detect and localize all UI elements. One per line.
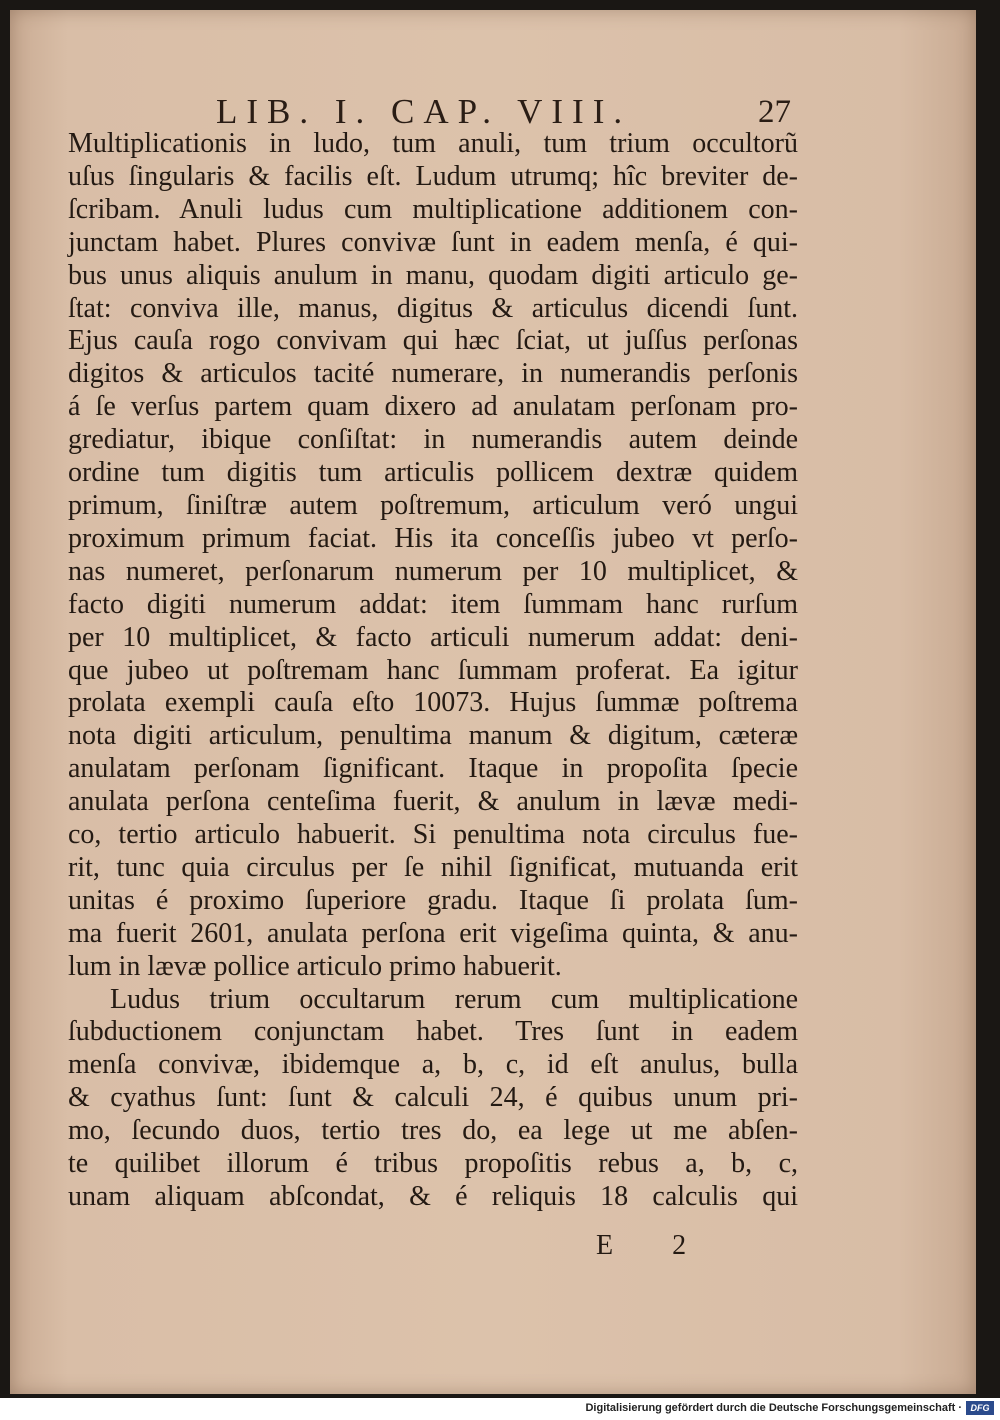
- text-line: rit, tunc quia circulus per ſe nihil ſignificat, mutuanda erit: [68, 851, 798, 883]
- text-line: ma fuerit 2601, anulata perſona erit vigeſima quinta, & anu-: [68, 917, 798, 949]
- text-line: ſubductionem conjunctam habet. Tres ſunt in eadem: [68, 1016, 798, 1048]
- paragraph-2: [68, 984, 798, 1214]
- text-line: ſtat: conviva ille, manus, digitus & articulus dicendi ſunt.: [68, 292, 798, 324]
- text-line: junctam habet. Plures convivæ ſunt in eadem menſa, é qui-: [68, 226, 798, 258]
- text-line: que jubeo ut poſtremam hanc ſummam proferat. Ea igitur: [68, 654, 798, 686]
- text-line: mo, ſecundo duos, tertio tres do, ea lege ut me abſen-: [68, 1115, 798, 1147]
- text-line: te quilibet illorum é tribus propoſitis rebus a, b, c,: [68, 1148, 798, 1180]
- footer-bar: [0, 1398, 1000, 1420]
- body-text: [68, 128, 798, 1214]
- text-line: per 10 multiplicet, & facto articuli numerum addat: deni-: [68, 621, 798, 653]
- text-line: prolata exempli cauſa eſto 10073. Hujus ſummæ poſtrema: [68, 687, 798, 719]
- text-line: co, tertio articulo habuerit. Si penultima nota circulus fue-: [68, 819, 798, 851]
- text-line: uſus ſingularis & facilis eſt. Ludum utrumq; hîc breviter de-: [68, 160, 798, 192]
- text-line: ſcribam. Anuli ludus cum multiplicatione additionem con-: [68, 193, 798, 225]
- text-line: unitas é proximo ſuperiore gradu. Itaque ſi prolata ſum-: [68, 884, 798, 916]
- text-line: bus unus aliquis anulum in manu, quodam digiti articulo ge-: [68, 259, 798, 291]
- text-line: menſa convivæ, ibidemque a, b, c, id eſt anulus, bulla: [68, 1049, 798, 1081]
- text-line: ordine tum digitis tum articulis pollicem dextræ quidem: [68, 457, 798, 489]
- book-page: [10, 10, 976, 1394]
- dfg-logo-icon: DFG: [966, 1401, 994, 1415]
- text-line: á ſe verſus partem quam dixero ad anulatam perſonam pro-: [68, 391, 798, 423]
- paragraph-1: [68, 128, 798, 984]
- page-number: 27: [758, 94, 791, 130]
- text-line: lum in lævæ pollice articulo primo habuerit.: [68, 950, 562, 982]
- text-line: nota digiti articulum, penultima manum & digitum, cæteræ: [68, 720, 798, 752]
- text-line: anulata perſona centeſima fuerit, & anulum in lævæ medi-: [68, 786, 798, 818]
- text-line: grediatur, ibique conſiſtat: in numerandis autem deinde: [68, 424, 798, 456]
- text-line: proximum primum faciat. His ita conceſſis jubeo vt perſo-: [68, 522, 798, 554]
- text-line: facto digiti numerum addat: item ſummam hanc rurſum: [68, 588, 798, 620]
- text-line: anulatam perſonam ſignificant. Itaque in propoſita ſpecie: [68, 753, 798, 785]
- text-line: Multiplicationis in ludo, tum anuli, tum trium occultorũ: [68, 128, 798, 159]
- text-line: Ludus trium occultarum rerum cum multiplicatione: [110, 983, 798, 1015]
- running-head: LIB. I. CAP. VIII.: [216, 92, 632, 131]
- text-line: & cyathus ſunt: ſunt & calculi 24, é quibus unum pri-: [68, 1082, 798, 1114]
- text-line: Ejus cauſa rogo convivam qui hæc ſciat, ut juſſus perſonas: [68, 325, 798, 357]
- signature-mark: E 2: [596, 1230, 713, 1261]
- text-line: nas numeret, perſonarum numerum per 10 multiplicet, &: [68, 555, 798, 587]
- text-line: unam aliquam abſcondat, & é reliquis 18 calculis qui: [68, 1181, 798, 1212]
- funding-credit: Digitalisierung gefördert durch die Deutsche Forschungsgemeinschaft ·: [585, 1402, 962, 1414]
- text-line: primum, ſiniſtræ autem poſtremum, articulum veró ungui: [68, 489, 798, 521]
- text-line: digitos & articulos tacité numerare, in numerandis perſonis: [68, 358, 798, 390]
